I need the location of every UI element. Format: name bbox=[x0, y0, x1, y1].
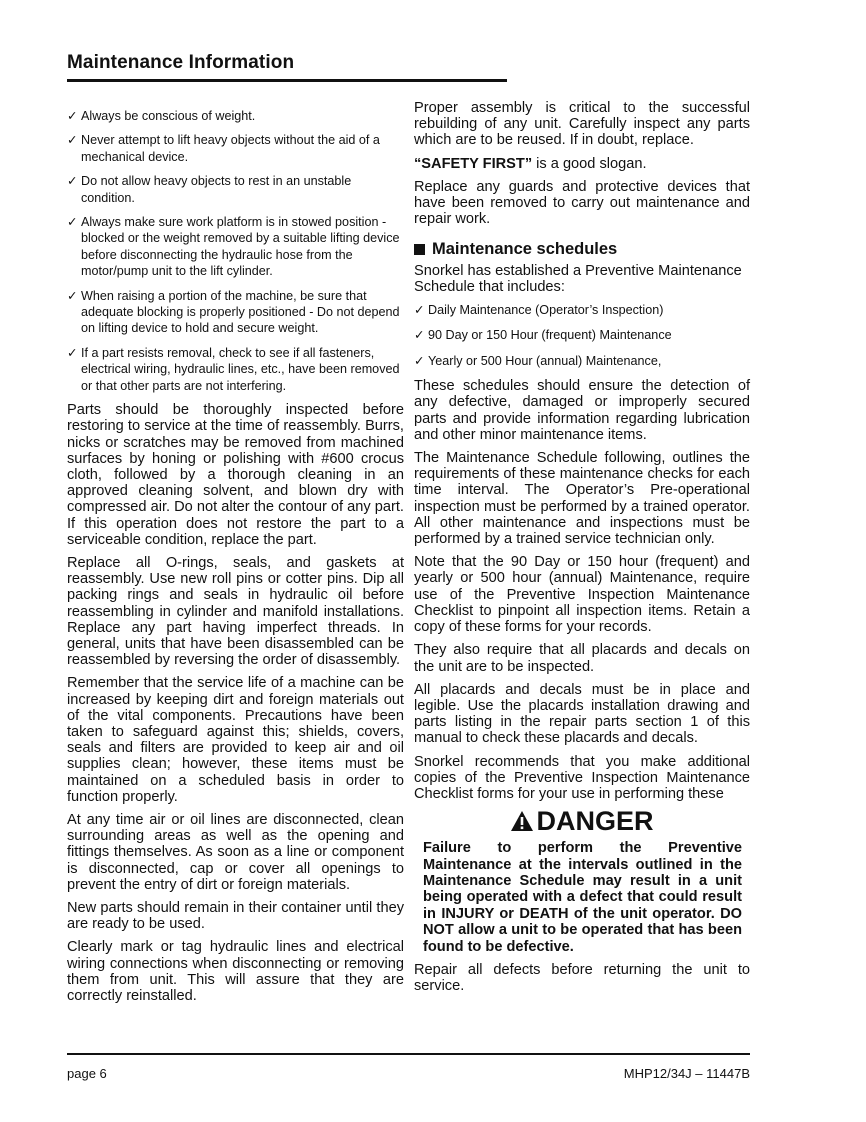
list-item: ✓ When raising a portion of the machine, be sure that adequate blocking is properly positioned - Do not depend on lifting device to hold and secure weight. bbox=[67, 288, 400, 336]
checkmark-icon: ✓ bbox=[67, 109, 78, 123]
square-bullet-icon bbox=[414, 244, 425, 255]
schedule-list bbox=[414, 302, 750, 369]
checkmark-icon: ✓ bbox=[67, 215, 78, 230]
paragraph-schedules-ensure: These schedules should ensure the detection of any defective, damaged or improperly secured parts and provide information regarding lubrication and other minor maintenance items. bbox=[414, 378, 750, 443]
checkmark-icon: ✓ bbox=[414, 328, 425, 343]
list-item: ✓ 90 Day or 150 Hour (frequent) Maintenance bbox=[414, 328, 672, 343]
safety-first-emphasis: “SAFETY FIRST” bbox=[414, 155, 533, 172]
paragraph-placards-inspected: They also require that all placards and decals on the unit are to be inspected. bbox=[414, 642, 750, 675]
paragraph-note-90-day: Note that the 90 Day or 150 hour (frequent) and yearly or 500 hour (annual) Maintenance, require use of the Preventive Inspection Maintenance Checklist to pinpoint all inspection items. Retain a copy of these forms for your records. bbox=[414, 554, 750, 636]
list-item: ✓ Yearly or 500 Hour (annual) Maintenance, bbox=[414, 353, 662, 368]
paragraph-schedule-following: The Maintenance Schedule following, outlines the requirements of these maintenance checks for each time interval. The Operator’s Pre-operational inspection must be performed by a trained operator. All other maintenance and inspections must be performed by a trained service technician only. bbox=[414, 450, 750, 548]
paragraph-lines-disconnected: At any time air or oil lines are disconnected, clean surrounding areas as well as the opening and fittings themselves. As soon as a line or component is disconnected, cap or cover all openings to prevent the entry of dirt or foreign materials. bbox=[67, 811, 404, 893]
paragraph-proper-assembly: Proper assembly is critical to the successful rebuilding of any unit. Carefully inspect any parts which are to be reused. If in doubt, replace. bbox=[414, 100, 750, 149]
section-heading-maintenance-schedules: Maintenance schedules bbox=[414, 241, 750, 257]
paragraph-inspection: Parts should be thoroughly inspected before restoring to service at the time of reassembly. Burrs, nicks or scratches may be removed from machined surfaces by honing or polishing with #600 crocus cloth, followed by a thorough cleaning in an approved cleaning solvent, and blown dry with compressed air. Do not alter the contour of any part. If this operation does not restore the part to a serviceable condition, replace the part. bbox=[67, 402, 404, 548]
paragraph-guards: Replace any guards and protective devices that have been removed to carry out maintenance and repair work. bbox=[414, 178, 750, 228]
paragraph-service-life: Remember that the service life of a machine can be increased by keeping dirt and foreign materials out of the vital components. Precautions have been taken to safeguard against this; shields, covers, seals and filters are provided to keep air and oil supplies clean; however, these items must be maintained on a scheduled basis in order to function properly. bbox=[67, 675, 404, 805]
header-divider bbox=[67, 79, 507, 82]
checkmark-icon: ✓ bbox=[67, 174, 78, 189]
safety-checklist bbox=[67, 108, 404, 394]
page-title: Maintenance Information bbox=[67, 52, 295, 73]
danger-heading: DANGER bbox=[414, 810, 750, 832]
warning-triangle-icon bbox=[510, 810, 534, 832]
checkmark-icon: ✓ bbox=[67, 345, 78, 360]
checkmark-icon: ✓ bbox=[414, 353, 425, 368]
list-item: ✓ Do not allow heavy objects to rest in an unstable condition. bbox=[67, 174, 352, 205]
paragraph-mark-lines: Clearly mark or tag hydraulic lines and electrical wiring connections when disconnecting or removing them from unit. This will assure that they are correctly reinstalled. bbox=[67, 939, 404, 1004]
checkmark-icon: ✓ bbox=[67, 288, 78, 303]
checkmark-icon: ✓ bbox=[414, 303, 425, 318]
paragraph-seals: Replace all O-rings, seals, and gaskets at reassembly. Use new roll pins or cotter pins. Dip all packing rings and seals in hydraulic oil before reassembling in cylinder and manifold installations. Replace any part having imperfect threads. In general, units that have been disassembled can be reassembled by reversing the order of disassembly. bbox=[67, 554, 404, 669]
list-item: ✓ Never attempt to lift heavy objects without the aid of a mechanical device. bbox=[67, 133, 380, 164]
page-number: page 6 bbox=[67, 1066, 107, 1081]
paragraph-new-parts: New parts should remain in their container until they are ready to be used. bbox=[67, 899, 404, 933]
paragraph-snorkel-recommends: Snorkel recommends that you make additional copies of the Preventive Inspection Maintenance Checklist forms for your use in performing these bbox=[414, 753, 750, 802]
footer-divider bbox=[67, 1053, 750, 1055]
danger-warning-text: Failure to perform the Preventive Maintenance at the intervals outlined in the Maintenance Schedule may result in a unit being operated with a defect that could result in INJURY or DEATH of the unit operator. DO NOT allow a unit to be operated that has been found to be defective. bbox=[423, 840, 742, 955]
list-item: ✓ Always make sure work platform is in stowed position - blocked or the weight removed by a suitable lifting device before disconnecting the hydraulic hose from the motor/pump unit to the lift cylinder. bbox=[67, 215, 400, 279]
list-item: ✓ Always be conscious of weight. bbox=[67, 109, 256, 123]
paragraph-safety-first: “SAFETY FIRST” is a good slogan. bbox=[414, 155, 647, 172]
document-id: MHP12/34J – 11447B bbox=[623, 1066, 750, 1081]
list-item: ✓ If a part resists removal, check to see if all fasteners, electrical wiring, hydraulic lines, etc., have been removed or that other parts are not interfering. bbox=[67, 345, 400, 393]
left-column bbox=[67, 100, 404, 1011]
right-column bbox=[414, 100, 750, 1001]
paragraph-repair-defects: Repair all defects before returning the unit to service. bbox=[414, 961, 750, 995]
checkmark-icon: ✓ bbox=[67, 133, 78, 148]
paragraph-schedule-intro: Snorkel has established a Preventive Maintenance Schedule that includes: bbox=[414, 262, 742, 295]
list-item: ✓ Daily Maintenance (Operator’s Inspection) bbox=[414, 303, 664, 318]
paragraph-placards-legible: All placards and decals must be in place and legible. Use the placards installation drawing and parts listing in the repair parts section 1 of this manual to check these placards and decals. bbox=[414, 681, 750, 747]
